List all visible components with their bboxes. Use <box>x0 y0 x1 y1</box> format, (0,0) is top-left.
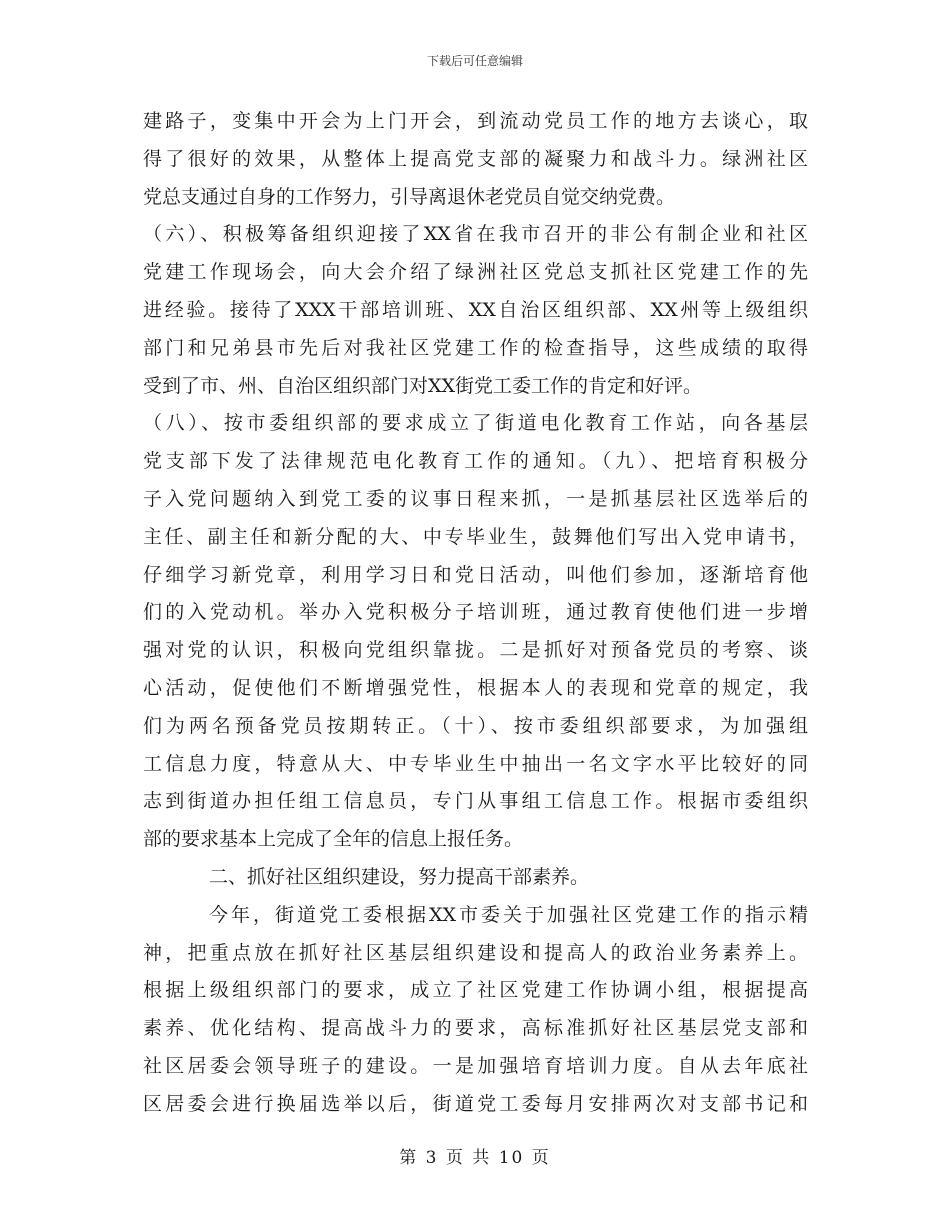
body-line: 得了很好的效果，从整体上提高党支部的凝聚力和战斗力。绿洲社区 <box>143 147 808 170</box>
body-line: （六）、积极筹备组织迎接了XX省在我市召开的非公有制企业和社区 <box>143 223 808 246</box>
body-line: 部门和兄弟县市先后对我社区党建工作的检查指导，这些成绩的取得 <box>143 336 808 359</box>
body-line: 今年，街道党工委根据XX市委关于加强社区党建工作的指示精 <box>209 903 808 926</box>
body-line: 区居委会进行换届选举以后，街道党工委每月安排两次对支部书记和 <box>143 1092 808 1115</box>
body-line: 志到街道办担任组工信息员，专门从事组工信息工作。根据市委组织 <box>143 790 808 813</box>
body-line: 受到了市、州、自治区组织部门对XX街党工委工作的肯定和好评。 <box>143 374 703 397</box>
body-line: 根据上级组织部门的要求，成立了社区党建工作协调小组，根据提高 <box>143 979 808 1002</box>
body-line: 子入党问题纳入到党工委的议事日程来抓，一是抓基层社区选举后的 <box>143 487 808 510</box>
body-line: 党总支通过自身的工作努力，引导离退休老党员自觉交纳党费。 <box>143 185 676 208</box>
body-line: 心活动，促使他们不断增强党性，根据本人的表现和党章的规定，我 <box>143 676 808 699</box>
body-line: 社区居委会领导班子的建设。一是加强培育培训力度。自从去年底社 <box>143 1054 808 1077</box>
body-line: 主任、副主任和新分配的大、中专毕业生，鼓舞他们写出入党申请书， <box>143 525 808 548</box>
body-line: 神，把重点放在抓好社区基层组织建设和提高人的政治业务素养上。 <box>143 941 808 964</box>
body-line: 们的入党动机。举办入党积极分子培训班，通过教育使他们进一步增 <box>143 601 808 624</box>
body-line: 建路子，变集中开会为上门开会，到流动党员工作的地方去谈心，取 <box>143 110 808 132</box>
page-header: 下载后可任意编辑 <box>426 54 523 68</box>
body-line: 进经验。接待了XXX干部培训班、XX自治区组织部、XX州等上级组织 <box>143 298 808 321</box>
document-body <box>143 103 808 1124</box>
body-line: 们为两名预备党员按期转正。（十）、按市委组织部要求，为加强组 <box>143 714 808 737</box>
body-line: 强对党的认识，积极向党组织靠拢。二是抓好对预备党员的考察、谈 <box>143 639 808 662</box>
body-line: 党建工作现场会，向大会介绍了绿洲社区党总支抓社区党建工作的先 <box>143 261 808 284</box>
page-number: 第 3 页 共 10 页 <box>399 1148 551 1168</box>
body-line: （八）、按市委组织部的要求成立了街道电化教育工作站，向各基层 <box>143 412 808 435</box>
section-heading: 二、抓好社区组织建设，努力提高干部素养。 <box>209 865 590 888</box>
body-line: 素养、优化结构、提高战斗力的要求，高标准抓好社区基层党支部和 <box>143 1017 808 1040</box>
body-line: 仔细学习新党章，利用学习日和党日活动，叫他们参加，逐渐培育他 <box>143 563 808 586</box>
body-line: 党支部下发了法律规范电化教育工作的通知。（九）、把培育积极分 <box>143 450 808 473</box>
body-line: 工信息力度，特意从大、中专毕业生中抽出一名文字水平比较好的同 <box>143 752 808 775</box>
body-line: 部的要求基本上完成了全年的信息上报任务。 <box>143 828 524 851</box>
